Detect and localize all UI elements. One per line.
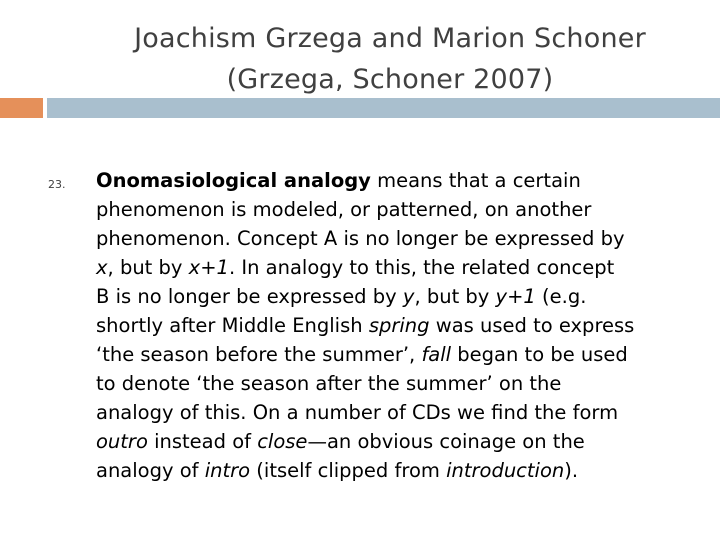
italic-term: x	[96, 256, 108, 279]
body-paragraph	[96, 166, 700, 485]
text-run: phenomenon is modeled, or patterned, on another	[96, 198, 592, 221]
accent-block	[0, 98, 43, 118]
text-run: analogy of	[96, 459, 205, 482]
text-run: was used to express	[429, 314, 635, 337]
italic-term: introduction	[446, 459, 565, 482]
italic-term: y+1	[495, 285, 536, 308]
body-line	[96, 427, 700, 456]
text-run: ).	[564, 459, 579, 482]
italic-term: outro	[96, 430, 148, 453]
bold-term: Onomasiological analogy	[96, 169, 371, 192]
item-number: 23.	[48, 178, 66, 191]
italic-term: spring	[368, 314, 430, 337]
text-run: analogy of this. On a number of CDs we find the form	[96, 401, 619, 424]
text-run: . In analogy to this, the related concept	[228, 256, 615, 279]
title-line-authors: Joachism Grzega and Marion Schoner	[134, 23, 646, 54]
text-run: means that a certain	[370, 169, 581, 192]
italic-term: y	[402, 285, 415, 308]
body-line	[96, 195, 700, 224]
slide-title	[60, 18, 720, 100]
body-line	[96, 166, 700, 195]
italic-term: intro	[204, 459, 251, 482]
text-run: to denote ‘the season after the summer’ on the	[96, 372, 562, 395]
text-run: B is no longer be expressed by	[96, 285, 403, 308]
text-run: instead of	[147, 430, 258, 453]
body-line	[96, 456, 700, 485]
body-line	[96, 282, 700, 311]
text-run: , but by	[414, 285, 496, 308]
text-run: , but by	[107, 256, 189, 279]
italic-term: close	[257, 430, 308, 453]
text-run: (e.g.	[535, 285, 587, 308]
text-run: began to be used	[451, 343, 628, 366]
italic-term: fall	[421, 343, 452, 366]
body-line	[96, 311, 700, 340]
body-line	[96, 253, 700, 282]
title-line-citation: (Grzega, Schoner 2007)	[226, 64, 554, 95]
body-line	[96, 224, 700, 253]
italic-term: x+1	[188, 256, 229, 279]
body-line	[96, 340, 700, 369]
text-run: phenomenon. Concept A is no longer be expressed by	[96, 227, 625, 250]
title-rule-bar	[47, 98, 720, 118]
text-run: shortly after Middle English	[96, 314, 369, 337]
text-run: ‘the season before the summer’,	[96, 343, 422, 366]
body-line	[96, 398, 700, 427]
body-line	[96, 369, 700, 398]
text-run: (itself clipped from	[250, 459, 447, 482]
text-run: —an obvious coinage on the	[307, 430, 585, 453]
